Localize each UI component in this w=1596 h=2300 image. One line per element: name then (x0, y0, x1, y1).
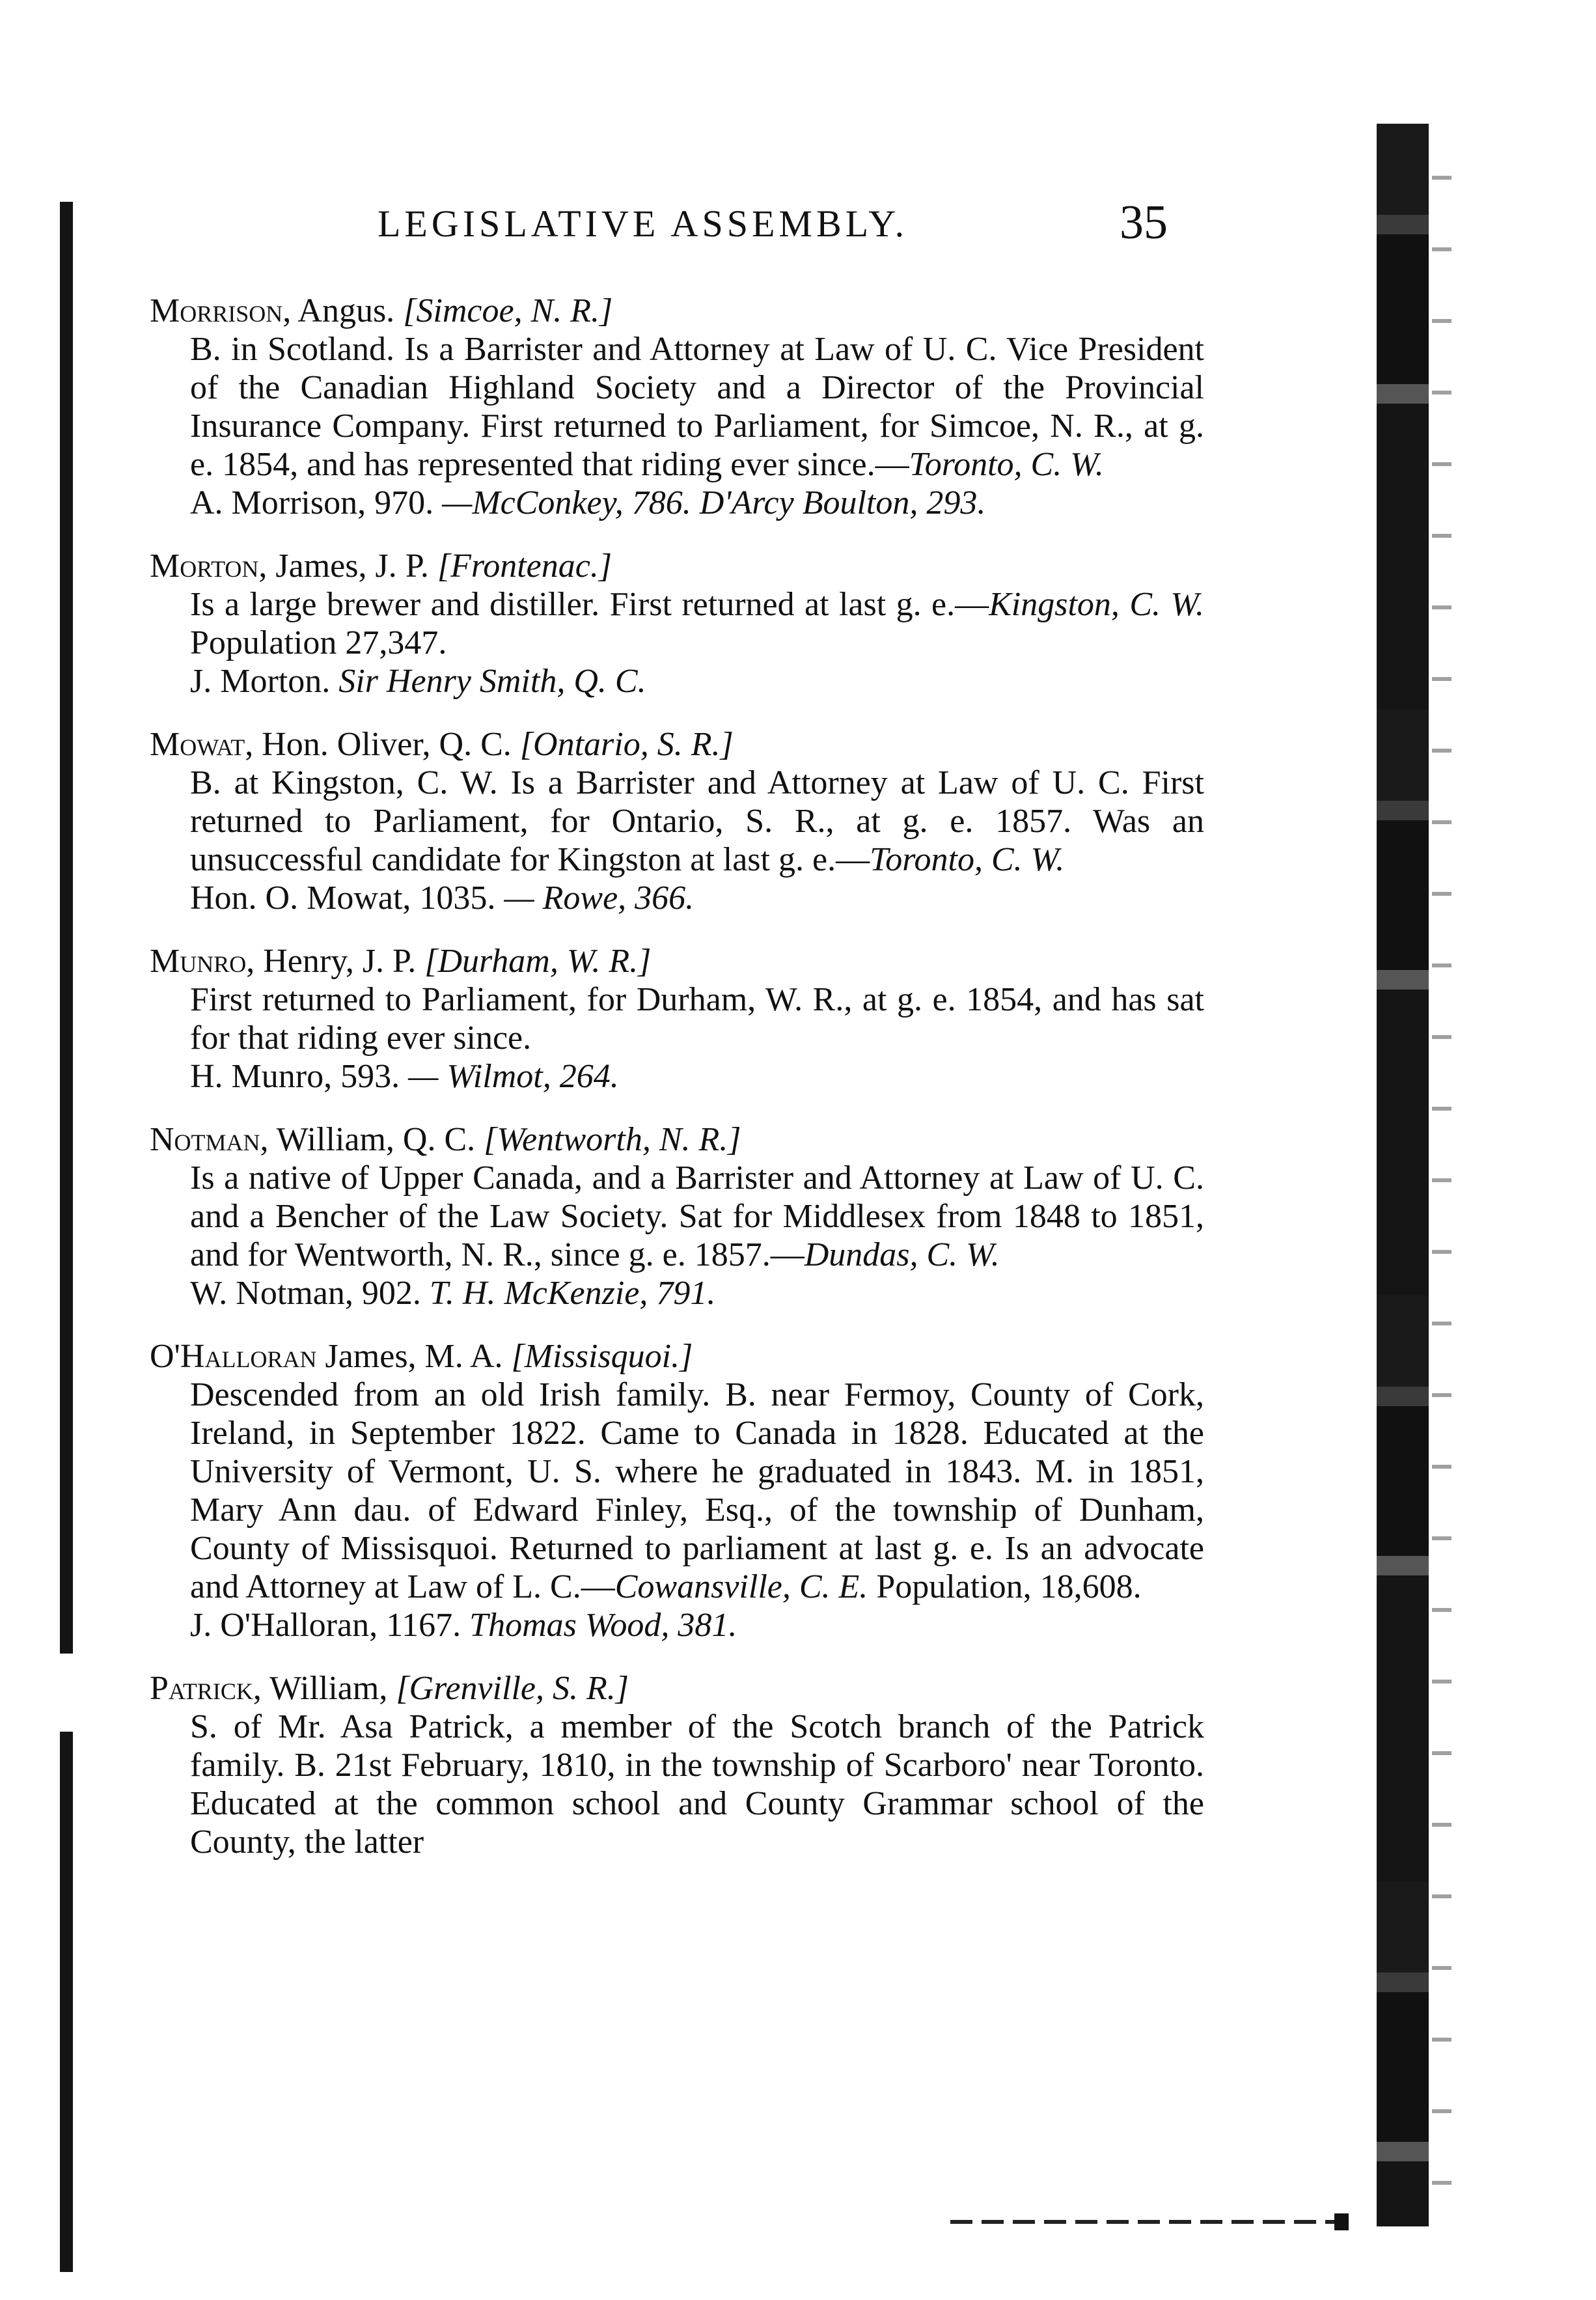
entry-heading (150, 1337, 1204, 1376)
entry-votes (150, 879, 1204, 917)
entry-heading (150, 547, 1204, 585)
entry-given: James, J. P. (267, 547, 437, 585)
entry-body-text: B. at Kingston, C. W. Is a Barrister and Attorney at Law of U. C. First returned to Parliament, for Ontario, S. R., at g. e. 1857. Was an unsuccessful candidate for Kingston at last g. e.— (190, 764, 1204, 878)
entry-surname: Munro, (150, 943, 255, 980)
page-edge-shadow-right (1377, 124, 1429, 2226)
entry-heading (150, 942, 1204, 980)
entry-post-office: Cowansville, C. E. (614, 1568, 868, 1605)
entry-body (150, 1159, 1204, 1274)
entry-given: Angus. (291, 292, 404, 329)
page-edge-gap (56, 1654, 77, 1732)
entry-votes (150, 1274, 1204, 1312)
entry-votes-winner: W. Notman, 902. (190, 1275, 430, 1312)
entry-votes-others: Sir Henry Smith, Q. C. (338, 663, 646, 700)
entry-patrick (150, 1669, 1204, 1861)
entry-heading (150, 1669, 1204, 1708)
page-edge-speckle (1432, 150, 1452, 2220)
entry-population: Population 27,347. (190, 624, 447, 661)
entry-riding: [Simcoe, N. R.] (403, 292, 613, 329)
entry-votes-winner: Hon. O. Mowat, 1035. (190, 880, 504, 917)
entry-votes (150, 662, 1204, 700)
entry-given: Henry, J. P. (255, 943, 425, 980)
entry-given: James, M. A. (316, 1338, 512, 1375)
entry-votes-winner: A. Morrison, 970. (190, 484, 443, 521)
entry-surname: Morrison, (150, 292, 292, 329)
entry-heading (150, 292, 1204, 330)
entry-votes-others: —McConkey, 786. D'Arcy Boulton, 293. (442, 484, 986, 521)
entry-votes-winner: H. Munro, 593. (190, 1058, 409, 1095)
entry-post-office: Toronto, C. W. (909, 446, 1104, 483)
entry-given: Hon. Oliver, Q. C. (253, 726, 520, 763)
entry-votes-winner: J. Morton. (190, 663, 339, 700)
entry-surname: Morton, (150, 547, 268, 585)
entry-body-text: Is a large brewer and distiller. First returned at last g. e.— (190, 586, 989, 623)
entry-morrison (150, 292, 1204, 522)
page-number: 35 (1120, 196, 1168, 249)
entry-body (150, 585, 1204, 662)
entry-post-office: Dundas, C. W. (804, 1236, 1000, 1273)
entry-notman (150, 1120, 1204, 1312)
entry-votes-others: — Wilmot, 264. (408, 1058, 619, 1095)
entry-riding: [Durham, W. R.] (424, 943, 652, 980)
entry-ohalloran (150, 1337, 1204, 1644)
entry-surname: Patrick, (150, 1670, 262, 1707)
entry-given: William, Q. C. (268, 1121, 484, 1158)
entry-votes-others: Thomas Wood, 381. (469, 1607, 737, 1644)
entry-body-text: Descended from an old Irish family. B. near Fermoy, County of Cork, Ireland, in September 1822. Came to Canada in 1828. Educated at the University of Vermont, U. S. where he graduated in 1843. M. in 1851, Mary Ann dau. of Edward Finley, Esq., of the township of Dunham, County of Missisquoi. Returned to parliament at last g. e. Is an advocate and Attorney at Law of L. C.— (190, 1376, 1204, 1605)
bottom-dashed-rule (950, 2220, 1354, 2224)
entry-post-office: Toronto, C. W. (870, 841, 1065, 878)
entry-mowat (150, 725, 1204, 917)
entry-votes-others: T. H. McKenzie, 791. (429, 1275, 716, 1312)
entry-body (150, 1708, 1204, 1861)
page-edge-shadow-left (60, 202, 73, 2272)
entry-surname: Mowat, (150, 726, 254, 763)
entry-heading (150, 1120, 1204, 1159)
entry-votes-others: — Rowe, 366. (504, 880, 695, 917)
entry-riding: [Ontario, S. R.] (519, 726, 734, 763)
entry-body (150, 1376, 1204, 1606)
entry-post-office: Kingston, C. W. (989, 586, 1204, 623)
bottom-ink-mark (1334, 2213, 1349, 2230)
entry-heading (150, 725, 1204, 764)
entry-votes (150, 484, 1204, 522)
entry-riding: [Grenville, S. R.] (396, 1670, 629, 1707)
entry-surname: O'Halloran (150, 1338, 317, 1375)
entry-list (150, 292, 1204, 1886)
entry-surname: Notman, (150, 1121, 269, 1158)
entry-body-text: S. of Mr. Asa Patrick, a member of the Scotch branch of the Patrick family. B. 21st February, 1810, in the township of Scarboro' near Toronto. Educated at the common school and County Grammar school of the County, the latter (190, 1708, 1204, 1861)
entry-population: Population, 18,608. (868, 1568, 1142, 1605)
entry-morton (150, 547, 1204, 700)
running-header: LEGISLATIVE ASSEMBLY. (378, 202, 909, 245)
entry-votes (150, 1606, 1204, 1644)
entry-votes (150, 1057, 1204, 1096)
entry-riding: [Frontenac.] (437, 547, 612, 585)
entry-votes-winner: J. O'Halloran, 1167. (190, 1607, 470, 1644)
entry-given: William, (261, 1670, 396, 1707)
entry-munro (150, 942, 1204, 1096)
entry-riding: [Missisquoi.] (511, 1338, 693, 1375)
entry-body (150, 980, 1204, 1057)
entry-body-text: Is a native of Upper Canada, and a Barrister and Attorney at Law of U. C. and a Bencher of the Law Society. Sat for Middlesex from 1848 to 1851, and for Wentworth, N. R., since g. e. 1857.— (190, 1159, 1204, 1273)
entry-body-text: First returned to Parliament, for Durham, W. R., at g. e. 1854, and has sat for that riding ever since. (190, 981, 1204, 1057)
entry-body (150, 764, 1204, 879)
entry-body-text: B. in Scotland. Is a Barrister and Attorney at Law of U. C. Vice President of the Canadian Highland Society and a Director of the Provincial Insurance Company. First returned to Parliament, for Simcoe, N. R., at g. e. 1854, and has represented that riding ever since.— (190, 331, 1204, 483)
entry-riding: [Wentworth, N. R.] (484, 1121, 741, 1158)
entry-body (150, 330, 1204, 484)
